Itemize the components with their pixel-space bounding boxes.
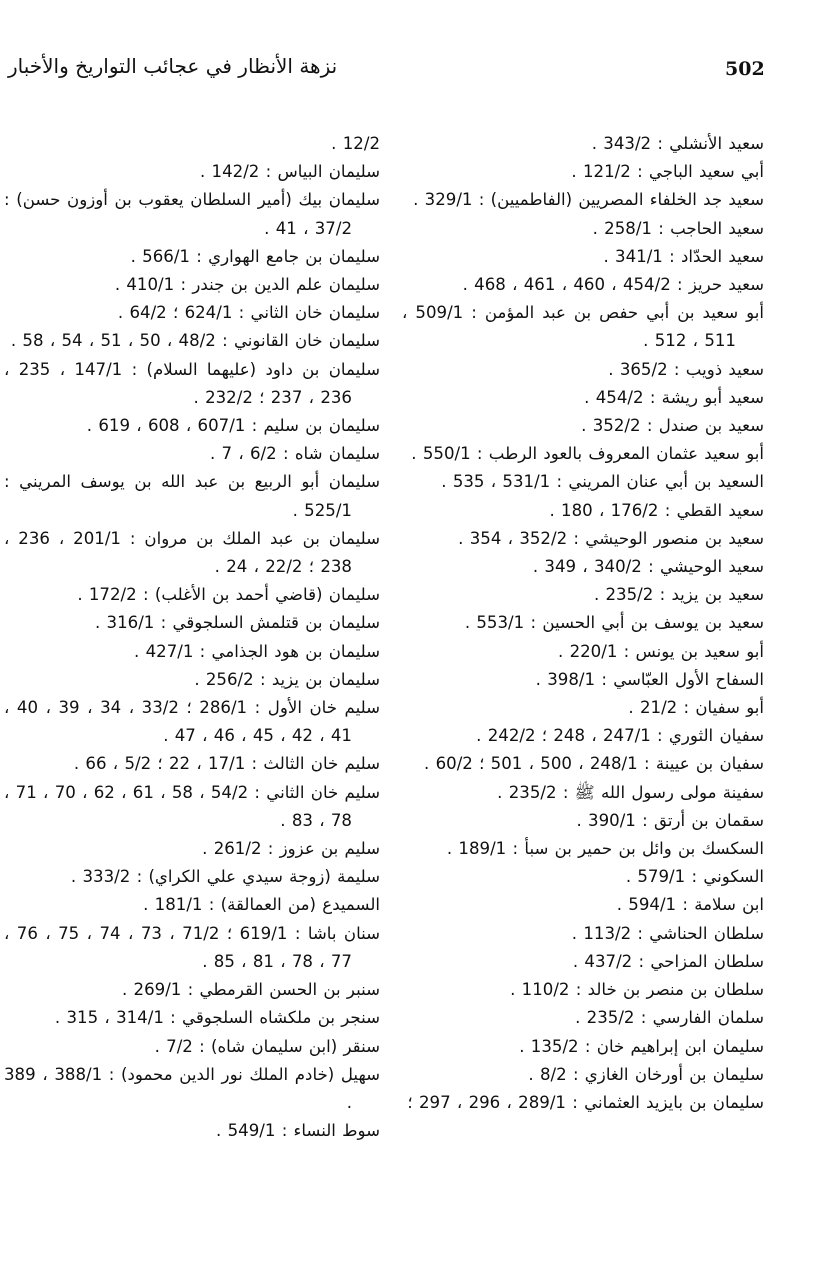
index-entry: أبو سفيان : 21/2 . — [628, 698, 764, 718]
index-entry: سفيان بن عيينة : 248/1 ، 500 ، 501 ؛ 60/2 . — [424, 754, 764, 774]
index-entry: ابن سلامة : 594/1 . — [616, 895, 764, 915]
index-entry: سنجر بن ملكشاه السلجوقي : 314/1 ، 315 . — [54, 1008, 380, 1028]
index-entry: أبو سعيد بن يونس : 220/1 . — [558, 641, 764, 661]
index-entry: السكوني : 579/1 . — [625, 867, 764, 887]
index-entry: سلطان الحناشي : 113/2 . — [571, 923, 764, 943]
index-entry: سليمان بن أورخان الغازي : 8/2 . — [528, 1064, 764, 1084]
index-entry: سعيد أبو ريشة : 454/2 . — [584, 387, 764, 407]
index-entry: سعيد بن صندل : 352/2 . — [581, 416, 764, 436]
index-entry: سليمان شاه : 6/2 ، 7 . — [209, 444, 380, 464]
index-entry: سليم خان الثالث : 17/1 ، 22 ؛ 5/2 ، 66 . — [73, 754, 380, 774]
index-entry: أبو سعيد عثمان المعروف بالعود الرطب : 550/1 . — [411, 444, 764, 464]
index-entry: سعيد الحاجب : 258/1 . — [592, 218, 764, 238]
index-entry: سليمة (زوجة سيدي علي الكراي) : 333/2 . — [70, 867, 380, 887]
index-entry: سليم خان الثاني : 54/2 ، 58 ، 61 ، 62 ، 70 ، 71 ، 78 ، 83 . — [4, 782, 380, 830]
index-entry: سليم خان الأول : 286/1 ؛ 33/2 ، 34 ، 39 ، 40 ، 41 ، 42 ، 45 ، 46 ، 47 . — [4, 698, 380, 746]
index-entry: سعيد ذويب : 365/2 . — [608, 359, 764, 379]
index-entry: سليمان علم الدين بن جندر : 410/1 . — [114, 275, 380, 295]
index-entry: سعيد حريز : 454/2 ، 460 ، 461 ، 468 . — [462, 275, 764, 295]
index-entry: 12/2 . — [331, 134, 380, 153]
index-entry: سليمان بن داود (عليهما السلام) : 147/1 ، 235 ، 236 ، 237 ؛ 232/2 . — [4, 359, 380, 407]
index-entry: سلطان بن منصر بن خالد : 110/2 . — [510, 980, 764, 1000]
index-entry: سعيد بن يوسف بن أبي الحسين : 553/1 . — [464, 613, 764, 633]
index-entry: سليمان بن هود الجذامي : 427/1 . — [134, 641, 380, 661]
index-entry: سعيد القطي : 176/2 ، 180 . — [549, 500, 764, 520]
index-entry: سهيل (خادم الملك نور الدين محمود) : 388/1 ، 389 . — [4, 1064, 380, 1112]
index-entry: سليمان البياس : 142/2 . — [199, 162, 380, 182]
index-entry: سنان باشا : 619/1 ؛ 71/2 ، 73 ، 74 ، 75 ، 76 ، 77 ، 78 ، 81 ، 85 . — [4, 923, 381, 971]
index-entry: سعيد جد الخلفاء المصريين (الفاطميين) : 329/1 . — [413, 190, 764, 210]
index-entry: سليمان بن جامع الهواري : 566/1 . — [130, 246, 380, 266]
index-entry: سليمان ابن إبراهيم خان : 135/2 . — [519, 1036, 764, 1056]
index-entry: سليمان خان الثاني : 624/1 ؛ 64/2 . — [117, 303, 380, 323]
index-entry: سلمان الفارسي : 235/2 . — [575, 1008, 764, 1028]
index-entry: السميدع (من العمالقة) : 181/1 . — [143, 895, 380, 915]
index-column-left — [4, 130, 380, 1145]
index-entry: سفينة مولى رسول الله ﷺ : 235/2 . — [497, 782, 764, 802]
index-entry: سعيد الأنشلي : 343/2 . — [591, 134, 764, 153]
index-entry: سقمان بن أرتق : 390/1 . — [576, 810, 764, 830]
index-entry: سلطان المزاحي : 437/2 . — [572, 951, 764, 971]
page-header — [0, 0, 836, 100]
index-entry: سوط النساء : 549/1 . — [216, 1121, 380, 1141]
index-entry: سليمان (قاضي أحمد بن الأغلب) : 172/2 . — [77, 585, 380, 605]
index-entry: سعيد بن منصور الوحيشي : 352/2 ، 354 . — [458, 528, 764, 548]
index-entry: سنبر بن الحسن القرمطي : 269/1 . — [121, 980, 380, 1000]
index-entry: سليمان بن بايزيد العثماني : 289/1 ، 296 ، 297 ؛ — [407, 1092, 764, 1112]
running-title: نزهة الأنظار في عجائب التواريخ والأخبار — [8, 54, 338, 78]
page-number: 502 — [725, 58, 765, 80]
index-entry: السفاح الأول العبّاسي : 398/1 . — [535, 669, 764, 689]
index-entry: سفيان الثوري : 247/1 ، 248 ؛ 242/2 . — [476, 726, 764, 746]
index-entry: سعيد الحدّاد : 341/1 . — [603, 246, 764, 266]
index-entry: سليمان أبو الربيع بن عبد الله بن يوسف المريني : 525/1 . — [4, 472, 380, 520]
index-entry: سنقر (ابن سليمان شاه) : 7/2 . — [154, 1036, 380, 1056]
index-entry: أبو سعيد بن أبي حفص بن عبد المؤمن : 509/1 ، 511 ، 512 . — [402, 303, 764, 351]
index-entry: أبي سعيد الباجي : 121/2 . — [571, 162, 764, 182]
index-column-right — [402, 130, 764, 1117]
index-entry: سليمان بن قتلمش السلجوقي : 316/1 . — [94, 613, 380, 633]
index-entry: السكسك بن وائل بن حمير بن سبأ : 189/1 . — [446, 839, 764, 859]
index-entry: السعيد بن أبي عنان المريني : 531/1 ، 535 . — [441, 472, 764, 492]
index-entry: سليم بن عزوز : 261/2 . — [202, 839, 380, 859]
index-entry: سليمان بيك (أمير السلطان يعقوب بن أوزون حسن) : 37/2 ، 41 . — [4, 190, 380, 238]
index-entry: سعيد الوحيشي : 340/2 ، 349 . — [532, 557, 764, 577]
index-entry: سليمان بن عبد الملك بن مروان : 201/1 ، 236 ، 238 ؛ 22/2 ، 24 . — [4, 528, 380, 577]
index-entry: سعيد بن يزيد : 235/2 . — [593, 585, 764, 605]
index-entry: سليمان بن سليم : 607/1 ، 608 ، 619 . — [86, 416, 380, 436]
index-entry: سليمان بن يزيد : 256/2 . — [194, 669, 380, 689]
index-entry: سليمان خان القانوني : 48/2 ، 50 ، 51 ، 54 ، 58 . — [10, 331, 380, 351]
